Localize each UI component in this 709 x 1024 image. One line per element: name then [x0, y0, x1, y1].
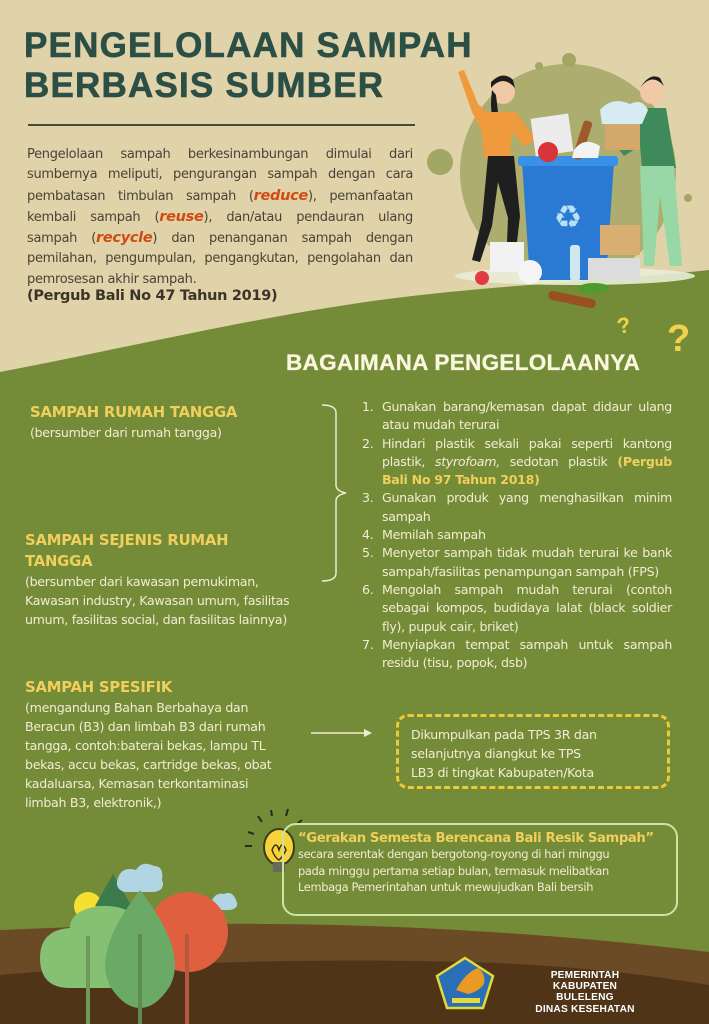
category-household-like	[25, 530, 289, 629]
agency-line: DINAS KESEHATAN	[535, 1003, 635, 1015]
step-number: 3.	[362, 490, 374, 506]
category-description	[25, 698, 271, 812]
description-line: umum, fasilitas social, dan fasilitas lainnya)	[25, 612, 287, 627]
step-number: 7.	[362, 636, 374, 652]
agency-name	[525, 970, 645, 1015]
step-text: Menyetor sampah tidak mudah terurai ke bank sampah/fasilitas penampungan sampah (FPS)	[382, 545, 672, 579]
category-description	[25, 572, 289, 629]
section-title: BAGAIMANA PENGELOLAANYA	[286, 350, 641, 375]
category-title-line-2: TANGGA	[25, 553, 93, 570]
step-regulation-reference: (Pergub Bali No 97 Tahun 2018)	[382, 453, 672, 488]
description-line: limbah B3, elektronik,)	[25, 795, 162, 810]
step-text-part: Hindari plastik sekali pakai seperti kantong plastik,	[382, 435, 672, 469]
intro-text-3: ), dan/atau pendauran ulang sampah (	[27, 209, 413, 247]
step-text	[382, 435, 672, 490]
step-text: Gunakan produk yang menghasilkan minim sampah	[382, 490, 672, 524]
category-title: SAMPAH RUMAH TANGGA	[30, 404, 238, 421]
info-line: Dikumpulkan pada TPS 3R dan	[411, 727, 597, 742]
agency-line: PEMERINTAH	[550, 970, 620, 981]
step-item	[362, 398, 672, 435]
category-household	[30, 402, 237, 442]
campaign-line: Lembaga Pemerintahan untuk mewujudkan Bali bersih	[298, 880, 594, 894]
step-text: Mengolah sampah mudah terurai (contoh sebagai kompos, budidaya lalat (black soldier fly), pupuk cair, briket)	[382, 581, 672, 634]
category-title: SAMPAH SPESIFIK	[25, 679, 173, 696]
question-mark-icon: ?	[667, 318, 691, 360]
step-item	[362, 544, 672, 581]
step-number: 2.	[362, 435, 374, 451]
regulation-reference: (Pergub Bali No 47 Tahun 2019)	[27, 288, 278, 304]
campaign-title: “Gerakan Semesta Berencana Bali Resik Sampah”	[298, 831, 654, 846]
campaign-description	[298, 846, 668, 896]
category-specific	[25, 677, 271, 812]
campaign-line: secara serentak dengan bergotong-royong di hari minggu	[298, 847, 610, 861]
keyword-reduce: reduce	[253, 187, 308, 204]
step-text-italic: styrofoam,	[434, 453, 500, 469]
step-item	[362, 435, 672, 490]
intro-text-4: ) dan penanganan sampah dengan pemilahan, pengumpulan, pengangkutan, pengolahan dan pemrosesan akhir sampah.	[27, 231, 413, 287]
intro-text-2: ), pemanfaatan kembali sampah (	[27, 188, 413, 225]
step-number: 4.	[362, 527, 374, 543]
title-line-2: BERBASIS SUMBER	[24, 66, 385, 105]
category-description: (bersumber dari rumah tangga)	[30, 425, 222, 440]
description-line: tangga, contoh:baterai bekas, lampu TL	[25, 738, 266, 753]
description-line: kadaluarsa, Kemasan terkontaminasi	[25, 776, 249, 791]
steps-list	[362, 398, 672, 672]
description-line: Kawasan industry, Kawasan umum, fasilitas	[25, 593, 290, 608]
step-item	[362, 636, 672, 673]
step-number: 5.	[362, 545, 374, 561]
step-text: Gunakan barang/kemasan dapat didaur ulang atau mudah terurai	[382, 399, 672, 433]
keyword-recycle: recycle	[96, 230, 153, 247]
campaign-box	[282, 823, 678, 916]
question-mark-icon: ?	[614, 312, 633, 339]
hazardous-waste-info-box	[396, 714, 670, 789]
title-line-1: PENGELOLAAN SAMPAH	[24, 26, 473, 65]
step-item	[362, 526, 672, 544]
description-line: Beracun (B3) dan limbah B3 dari rumah	[25, 719, 266, 734]
description-line: (mengandung Bahan Berbahaya dan	[25, 700, 249, 715]
keyword-reuse: reuse	[159, 208, 204, 225]
campaign-line: pada minggu pertama setiap bulan, termasuk melibatkan	[298, 863, 609, 878]
intro-paragraph	[27, 145, 413, 290]
step-text: Memilah sampah	[382, 527, 486, 543]
step-item	[362, 581, 672, 636]
step-item	[362, 489, 672, 526]
step-text: Menyiapkan tempat sampah untuk sampah residu (tisu, popok, dsb)	[382, 636, 672, 671]
step-number: 1.	[362, 399, 374, 414]
page-title	[24, 26, 473, 106]
agency-line: KABUPATEN BULELENG	[552, 981, 618, 1004]
intro-text-1: Pengelolaan sampah berkesinambungan dimulai dari sumbernya meliputi, pengurangan sampah dengan cara pembatasan timbulan sampah (	[27, 147, 413, 204]
description-line: (bersumber dari kawasan pemukiman,	[25, 574, 259, 589]
info-line: LB3 di tingkat Kabupaten/Kota	[411, 765, 594, 780]
description-line: bekas, accu bekas, cartridge bekas, obat	[25, 757, 272, 772]
category-title-line-1: SAMPAH SEJENIS RUMAH	[25, 532, 229, 549]
title-divider	[28, 124, 415, 126]
info-line: selanjutnya diangkut ke TPS	[411, 746, 581, 761]
step-number: 6.	[362, 581, 374, 597]
svg-text:♻: ♻	[553, 198, 583, 236]
step-text-part: sedotan plastik	[499, 453, 618, 469]
